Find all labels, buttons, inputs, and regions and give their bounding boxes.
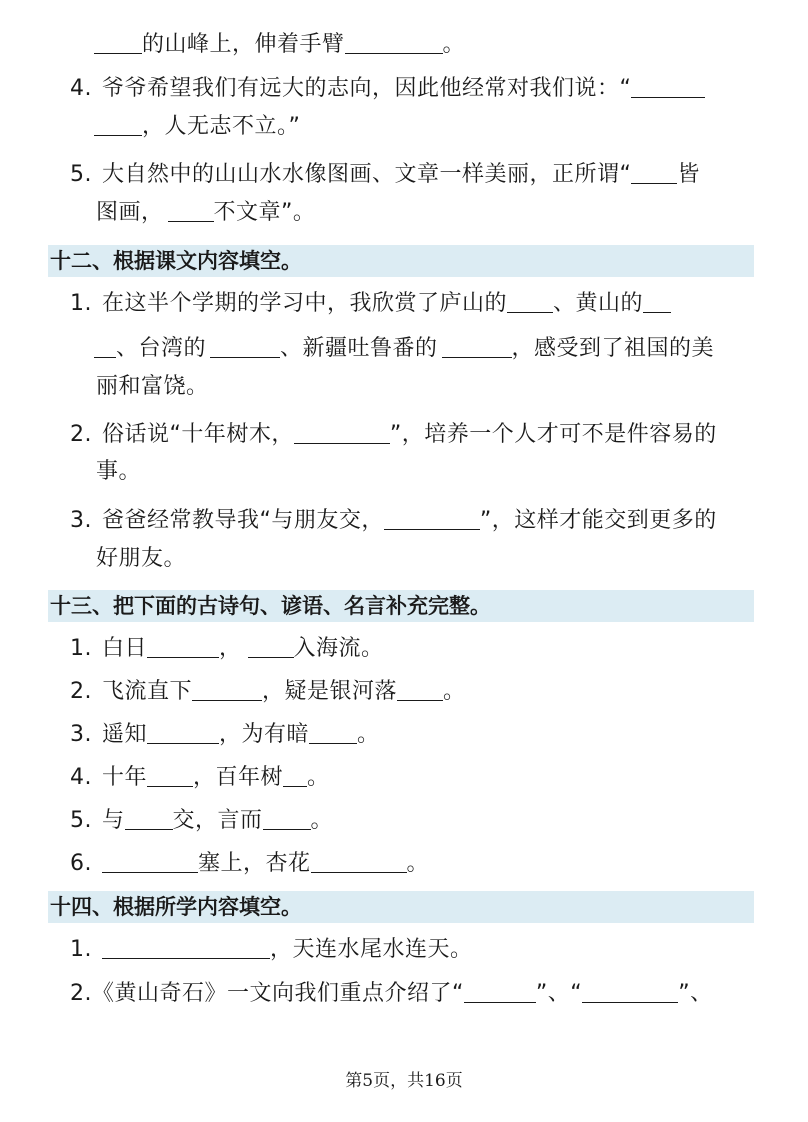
s13-item-3: 3. 遥知 ，为有暗 。: [70, 722, 380, 747]
fill-blank[interactable]: [94, 31, 142, 54]
fill-blank[interactable]: [147, 721, 219, 744]
fill-blank[interactable]: [283, 764, 307, 787]
fill-blank[interactable]: [294, 421, 390, 444]
fill-blank[interactable]: [248, 635, 294, 658]
page-number-footer: 第5页，共16页: [345, 1071, 463, 1091]
fill-blank[interactable]: [192, 678, 262, 701]
fill-blank[interactable]: [168, 199, 214, 222]
section-12-heading: 十二、根据课文内容填空。: [48, 245, 754, 277]
fill-blank[interactable]: [507, 290, 553, 313]
fill-blank[interactable]: [631, 161, 677, 184]
s12-question-2-line-1: 2. 俗话说“十年树木， ”，培养一个人才可不是件容易的: [70, 422, 717, 447]
question-3-continuation: 的山峰上，伸着手臂 。: [94, 30, 465, 60]
fill-blank[interactable]: [311, 850, 407, 873]
s14-question-2: 2.《黄山奇石》一文向我们重点介绍了“ ”、“ ”、: [70, 981, 713, 1006]
s12-question-1-line-1: 1. 在这半个学期的学习中，我欣赏了庐山的 、黄山的: [70, 289, 671, 319]
s12-question-1-line-3: 丽和富饶。: [96, 374, 209, 399]
question-4-line-2: ，人无志不立。”: [94, 112, 300, 142]
fill-blank[interactable]: [397, 678, 443, 701]
fill-blank[interactable]: [102, 850, 198, 873]
fill-blank[interactable]: [263, 807, 311, 830]
fill-blank[interactable]: [94, 113, 142, 136]
fill-blank[interactable]: [464, 980, 536, 1003]
fill-blank[interactable]: [631, 75, 705, 98]
question-5-line-2: 图画， 不文章”。: [96, 200, 316, 225]
question-4-line-1: 4. 爷爷希望我们有远大的志向，因此他经常对我们说：“: [70, 74, 705, 104]
s13-item-1: 1. 白日 ， 入海流。: [70, 636, 384, 661]
s12-question-2-line-2: 事。: [96, 459, 142, 484]
fill-blank[interactable]: [147, 635, 219, 658]
fill-blank[interactable]: [582, 980, 678, 1003]
fill-blank[interactable]: [442, 335, 512, 358]
fill-blank[interactable]: [102, 936, 270, 959]
fill-blank[interactable]: [309, 721, 357, 744]
fill-blank[interactable]: [125, 807, 173, 830]
fill-blank[interactable]: [147, 764, 193, 787]
fill-blank[interactable]: [94, 335, 116, 358]
fill-blank[interactable]: [384, 507, 480, 530]
question-5-line-1: 5. 大自然中的山山水水像图画、文章一样美丽，正所谓“ 皆: [70, 162, 700, 187]
s13-item-5: 5. 与 交，言而 。: [70, 808, 334, 833]
s13-item-2: 2. 飞流直下 ，疑是银河落 。: [70, 679, 466, 704]
s14-question-1: 1. ，天连水尾水连天。: [70, 937, 473, 962]
s13-item-4: 4. 十年 ，百年树 。: [70, 765, 330, 790]
fill-blank[interactable]: [643, 290, 671, 313]
section-13-heading: 十三、把下面的古诗句、谚语、名言补充完整。: [48, 590, 754, 622]
section-14-heading: 十四、根据所学内容填空。: [48, 891, 754, 923]
fill-blank[interactable]: [345, 31, 443, 54]
s13-item-6: 6. 塞上，杏花 。: [70, 851, 430, 876]
s12-question-3-line-2: 好朋友。: [96, 546, 187, 571]
s12-question-3-line-1: 3. 爸爸经常教导我“与朋友交， ”，这样才能交到更多的: [70, 508, 717, 533]
fill-blank[interactable]: [210, 335, 280, 358]
s12-question-1-line-2: 、台湾的 、新疆吐鲁番的 ，感受到了祖国的美: [94, 334, 714, 364]
